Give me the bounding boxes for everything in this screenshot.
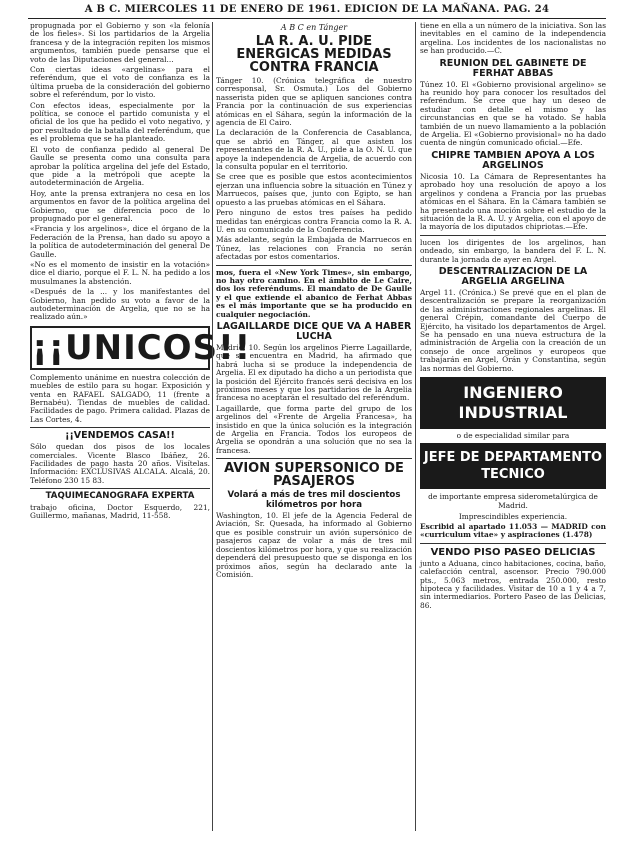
jefe-ad-company: de importante empresa siderometalúrgica de Madrid. bbox=[428, 492, 598, 510]
headline-descentralizacion: DESCENTRALIZACION DE LA ARGELIA ARGELINA bbox=[438, 265, 588, 287]
unicos-ad-title: ¡¡UNICOS!! bbox=[32, 327, 252, 368]
column-left bbox=[30, 21, 252, 833]
section-kicker: A B C en Tánger bbox=[280, 23, 348, 32]
headline-rau: LA R. A. U. PIDE ENERGICAS MEDIDAS CONTRA FRANCIA bbox=[236, 34, 392, 75]
paragraph: «No es el momento de insistir en la votación» dice el diario, porque el F. L. N. ha pedido a los musulmanes la abstención. bbox=[30, 259, 210, 286]
column-rule bbox=[415, 22, 416, 831]
divider bbox=[420, 543, 606, 544]
paragraph: Madrid, 10. Según los argelinos Pierre Lagaillarde, que se encuentra en Madrid, ha afirmado que habrá lucha si se produce la independencia de Argelia. El ex diputado ha dicho a un periodista que la posición del Ejército francés será decisiva en los próximos meses y que los partidarios de la Argelia francesa no aceptarán el resultado del referéndum. bbox=[216, 342, 412, 403]
vendemos-ad-text: Sólo quedan dos pisos de los locales comerciales. Vicente Blasco Ibáñez, 26. Facilidades de pago hasta 20 años. Visítelas. Información: EXCLUSIVAS ALCALA. Alcalá, 20. Teléfono 230 15 83. bbox=[30, 442, 210, 485]
paragraph: Argel 11. (Crónica.) Se prevé que en el plan de descentralización se prepare la reorganización de las administraciones regionales argelinas. El general Crépin, comandante del Cuerpo de Ejército, ha visitado los departamentos de Argel. Se ha pensado en una nueva estructura de la administración de Argelia con la creación de un consejo de once argelinos y europeos que trabajarán en Argel, Orán y Constantina, según las normas del Gobierno. bbox=[420, 287, 606, 373]
paragraph: Nicosia 10. La Cámara de Representantes ha aprobado hoy una resolución de apoyo a los argelinos y condena a Francia por las pruebas atómicas en el Sáhara. En la Cámara también se ha presentado una moción sobre el estudio de la situación de la R. A. U. y Argelia, con el apoyo de la mayoría de los diputados chipriotas.—Efe. bbox=[420, 171, 606, 232]
divider bbox=[420, 235, 606, 236]
paragraph: Washington, 10. El jefe de la Agencia Federal de Aviación, Sr. Quesada, ha informado al Gobierno que es posible construir un avión supersónico de pasajeros capaz de volar a más de tres mil doscientos kilómetros por hora, y que su realización dependerá del presupuesto que se disponga en los próximos años, según ha declarado ante la Comisión. bbox=[216, 511, 412, 579]
vendemos-ad-title: ¡¡VENDEMOS CASA!! bbox=[65, 430, 175, 442]
paragraph: Pero ninguno de estos tres países ha pedido medidas tan enérgicas contra Francia como la R. A. U. en su comunicado de la Conferencia. bbox=[216, 208, 412, 234]
paragraph: «Francia y los argelinos», dice el órgano de la Federación de la Prensa, han dado su apoyo a la política de autodeterminación del general De Gaulle. bbox=[30, 224, 210, 259]
column-right bbox=[420, 22, 606, 833]
unicos-ad-text: Complemento unánime en nuestra colección de muebles de estilo para su hogar. Exposición y venta en RAFAEL SALGADO, 11 (frente a Bernabéu). Tiendas de muebles de calidad. Facilidades de pago. Primera calidad. Plazas de Las Cortes, 4. bbox=[30, 372, 210, 424]
paragraph: Se cree que es posible que estos acontecimientos ejerzan una influencia sobre la situación en Túnez y Marruecos, países que, junto con Egipto, se han opuesto a las pruebas atómicas en el Sáhara. bbox=[216, 172, 412, 207]
column-rule bbox=[212, 22, 213, 831]
divider bbox=[216, 265, 412, 266]
paragraph: Con ciertas ideas «argelinas» para el referéndum, que el voto de confianza es la última prueba de la consideración del gobierno sobre el referéndum, por lo visto. bbox=[30, 65, 210, 100]
paragraph: El voto de confianza pedido al general De Gaulle se presenta como una consulta para aprobar la política argelina del jefe del Estado, que pide a la metrópoli que acepte la autodeterminación de Argelia. bbox=[30, 144, 210, 188]
taqui-ad-title: TAQUIMECANOGRAFA EXPERTA bbox=[45, 491, 195, 502]
subheadline-avion: Volará a más de tres mil doscientos kilómetros por hora bbox=[227, 490, 401, 510]
headline-reunion: REUNION DEL GABINETE DE FERHAT ABBAS bbox=[439, 57, 587, 79]
paragraph: tiene en ella a un número de la iniciativa. Son las inevitables en el camino de la independencia argelina. Los incidentes de los nacionalistas no se han producido.—C. bbox=[420, 21, 606, 56]
paragraph: Tánger 10. (Crónica telegráfica de nuestro corresponsal, Sr. Osmuta.) Los del Gobierno nasserista piden que se apliquen sanciones contra Francia por la continuación de sus experiencias atómicas en el Sáhara, según la información de la agencia de El Cairo. bbox=[216, 76, 412, 128]
paragraph: La declaración de la Conferencia de Casablanca, que se abrió en Tánger, al que asisten los representantes de la R. A. U., pide a la O. N. U. que apoye la independencia de Argelia, de acuerdo con la consulta popular en el territorio. bbox=[216, 128, 412, 172]
divider bbox=[30, 488, 210, 489]
vendo-piso-text: junto a Aduana, cinco habitaciones, cocina, baño, calefacción central, ascensor. Precio 790.000 pts., 5.063 metros, entrada 250.000, resto hipoteca y facilidades. Visitar de 10 a 1 y 4 a 7, sin intermediarios. Portero Paseo de las Delicias, 86. bbox=[420, 558, 606, 610]
vendo-piso-title: VENDO PISO PASEO DELICIAS bbox=[430, 546, 596, 558]
divider bbox=[216, 458, 412, 459]
paragraph: Túnez 10. El «Gobierno provisional argelino» se ha reunido hoy para conocer los resultados del referéndum. Se cree que hay un deseo de estudiar con detalle el mismo y las circunstancias en que se ha votado. Se habla también de un nuevo llamamiento a la población de Argelia. El «Gobierno provisional» no ha dado cuenta de ningún comunicado oficial.—Efe. bbox=[420, 79, 606, 148]
intro-paragraph: propugnada por el Gobierno y son «la felonía de los fieles». Si los partidarios de la Argelia francesa y de la integración repiten los mismos argumentos, también puede pensarse que el voto de las Diputaciones del general... bbox=[30, 21, 210, 64]
jefe-ad-contact: Escribid al apartado 11.053 — MADRID con «curriculum vitae» y aspiraciones (1.478) bbox=[420, 522, 606, 540]
paragraph: lucen los dirigentes de los argelinos, han ondeado, sin embargo, la bandera del F. L. N. durante la jornada de ayer en Argel. bbox=[420, 237, 606, 264]
bold-quote: mos, fuera el «New York Times», sin embargo, no hay otro camino. En el ámbito de Le Caire, dos los referéndums. El mandato de De Gaulle y el que extiende el abanico de Ferhat Abbas es el más importante que se ha producido en cualquier negociación. bbox=[216, 267, 412, 319]
headline-avion: AVION SUPERSONICO DE PASAJEROS bbox=[224, 461, 404, 490]
column-middle bbox=[216, 22, 412, 833]
paragraph: Hoy, ante la prensa extranjera no cesa en los argumentos en favor de la política argelina del Gobierno, que se diferencia poco de lo propugnado por el general. bbox=[30, 188, 210, 223]
ingeniero-ad-title: INGENIERO INDUSTRIAL bbox=[420, 377, 606, 429]
paragraph: Más adelante, según la Embajada de Marruecos en Túnez, las relaciones con Francia no serán afectadas por estos comentarios. bbox=[216, 235, 412, 262]
headline-chipre: CHIPRE TAMBIEN APOYA A LOS ARGELINOS bbox=[431, 149, 595, 171]
page-header: A B C. MIERCOLES 11 DE ENERO DE 1961. EDICION DE LA MAÑANA. PAG. 24 bbox=[28, 4, 606, 19]
paragraph: Lagaillarde, que forma parte del grupo de los argelinos del «Frente de Argelia Francesa», ha insistido en que la única solución es la integración de Argelia en Francia. Todos los europeos de Argelia se opondrán a una solución que no sea la francesa. bbox=[216, 403, 412, 455]
jefe-ad-title: JEFE DE DEPARTAMENTO TECNICO bbox=[420, 443, 606, 489]
taqui-ad-text: trabajo oficina, Doctor Esquerdo, 221, Guillermo, mañanas, Madrid, 11-558. bbox=[30, 502, 210, 521]
ingeniero-ad-subtitle: o de especialidad similar para bbox=[456, 431, 570, 440]
paragraph: «Después de la ... y los manifestantes del Gobierno, han pedido su voto a favor de la autodeterminación de Argelia, que no se ha realizado aún.» bbox=[30, 287, 210, 322]
headline-lagaillarde: LAGAILLARDE DICE QUE VA A HABER LUCHA bbox=[216, 320, 412, 342]
jefe-ad-requirement: Imprescindibles experiencia. bbox=[458, 512, 568, 521]
divider bbox=[30, 427, 210, 428]
paragraph: Con efectos ideas, especialmente por la política, se conoce el partido comunista y el oficial de los que ha pedido el voto negativo, y por resultado de la batalla del referéndum, que es el problema que se ha planteado. bbox=[30, 100, 210, 144]
